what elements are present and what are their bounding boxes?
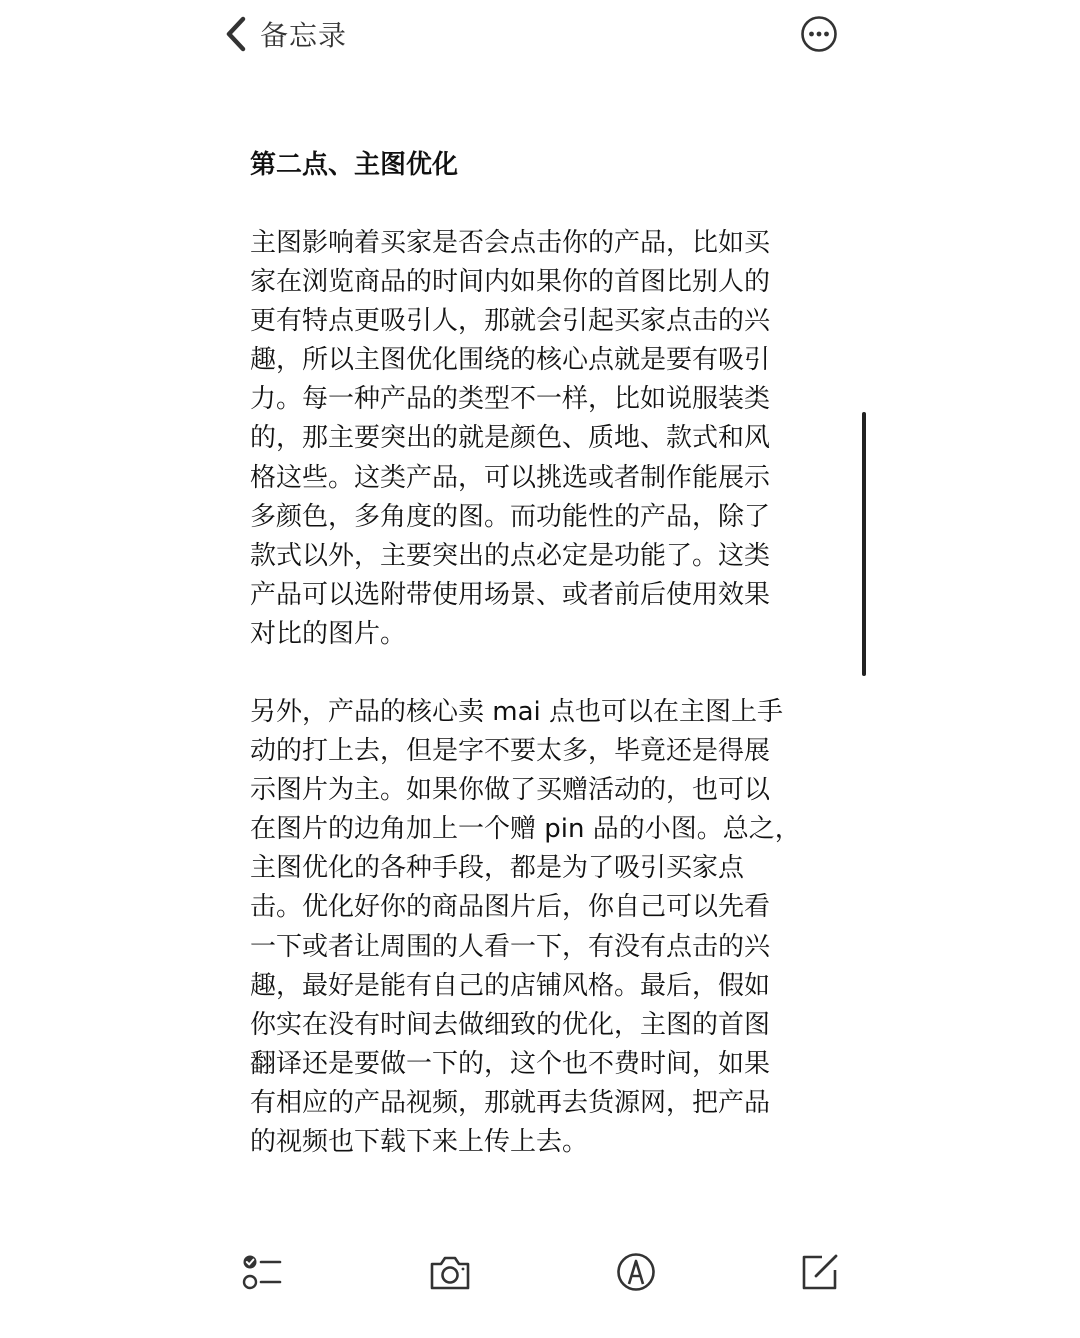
text-line: 动的打上去，但是字不要太多，毕竟还是得展 bbox=[250, 736, 771, 767]
text-line: 你实在没有时间去做细致的优化，主图的首图 bbox=[250, 1009, 771, 1040]
text-line: 力。每一种产品的类型不一样，比如说服装类 bbox=[250, 384, 771, 415]
text-line: 主图影响着买家是否会点击你的产品，比如买 bbox=[250, 228, 771, 258]
note-content[interactable] bbox=[250, 142, 810, 1158]
text-line: 的视频也下载下来上传上去。 bbox=[250, 1127, 589, 1158]
new-note-button[interactable] bbox=[798, 1250, 842, 1294]
back-button[interactable] bbox=[222, 12, 347, 56]
text-line: 款式以外，主要突出的点必定是功能了。这类 bbox=[250, 540, 771, 571]
text-line: 格这些。这类产品，可以挑选或者制作能展示 bbox=[250, 462, 771, 493]
text-line: 示图片为主。如果你做了买赠活动的，也可以 bbox=[250, 775, 771, 806]
more-horizontal-icon bbox=[800, 15, 838, 53]
text-line: 有相应的产品视频，那就再去货源网，把产品 bbox=[250, 1087, 771, 1118]
text-line: 多颜色，多角度的图。而功能性的产品，除了 bbox=[250, 501, 771, 532]
text-line: 趣，所以主图优化围绕的核心点就是要有吸引 bbox=[250, 345, 771, 376]
text-line: 翻译还是要做一下的，这个也不费时间，如果 bbox=[250, 1048, 771, 1079]
text-line: 更有特点更吸引人，那就会引起买家点击的兴 bbox=[250, 306, 771, 337]
text-line: 趣，最好是能有自己的店铺风格。最后，假如 bbox=[250, 970, 771, 1001]
chevron-left-icon bbox=[222, 14, 248, 54]
pen-icon bbox=[614, 1250, 658, 1294]
draw-button[interactable] bbox=[614, 1250, 658, 1294]
edit-icon bbox=[798, 1250, 842, 1294]
note-paragraph-1 bbox=[250, 224, 770, 654]
note-title: 第二点、主图优化 bbox=[250, 150, 459, 180]
text-line: 在图片的边角加上一个赠 pin 品的小图。总之， bbox=[250, 814, 801, 845]
text-line: 击。优化好你的商品图片后，你自己可以先看 bbox=[250, 892, 771, 923]
top-bar bbox=[0, 0, 1080, 70]
text-line: 家在浏览商品的时间内如果你的首图比别人的 bbox=[250, 267, 771, 298]
checklist-icon bbox=[240, 1250, 284, 1294]
back-label: 备忘录 bbox=[260, 19, 348, 52]
text-line: 的，那主要突出的就是颜色、质地、款式和风 bbox=[250, 423, 771, 454]
camera-icon bbox=[428, 1250, 472, 1294]
scrollbar-thumb[interactable] bbox=[862, 412, 866, 676]
text-line: 对比的图片。 bbox=[250, 618, 407, 649]
note-paragraph-2 bbox=[250, 693, 801, 1162]
more-options-button[interactable] bbox=[800, 15, 838, 53]
text-line: 主图优化的各种手段，都是为了吸引买家点 bbox=[250, 853, 745, 884]
camera-button[interactable] bbox=[428, 1250, 472, 1294]
checklist-button[interactable] bbox=[240, 1250, 284, 1294]
text-line: 产品可以选附带使用场景、或者前后使用效果 bbox=[250, 579, 771, 610]
text-line: 另外，产品的核心卖 mai 点也可以在主图上手 bbox=[250, 697, 784, 727]
text-line: 一下或者让周围的人看一下，有没有点击的兴 bbox=[250, 931, 771, 962]
